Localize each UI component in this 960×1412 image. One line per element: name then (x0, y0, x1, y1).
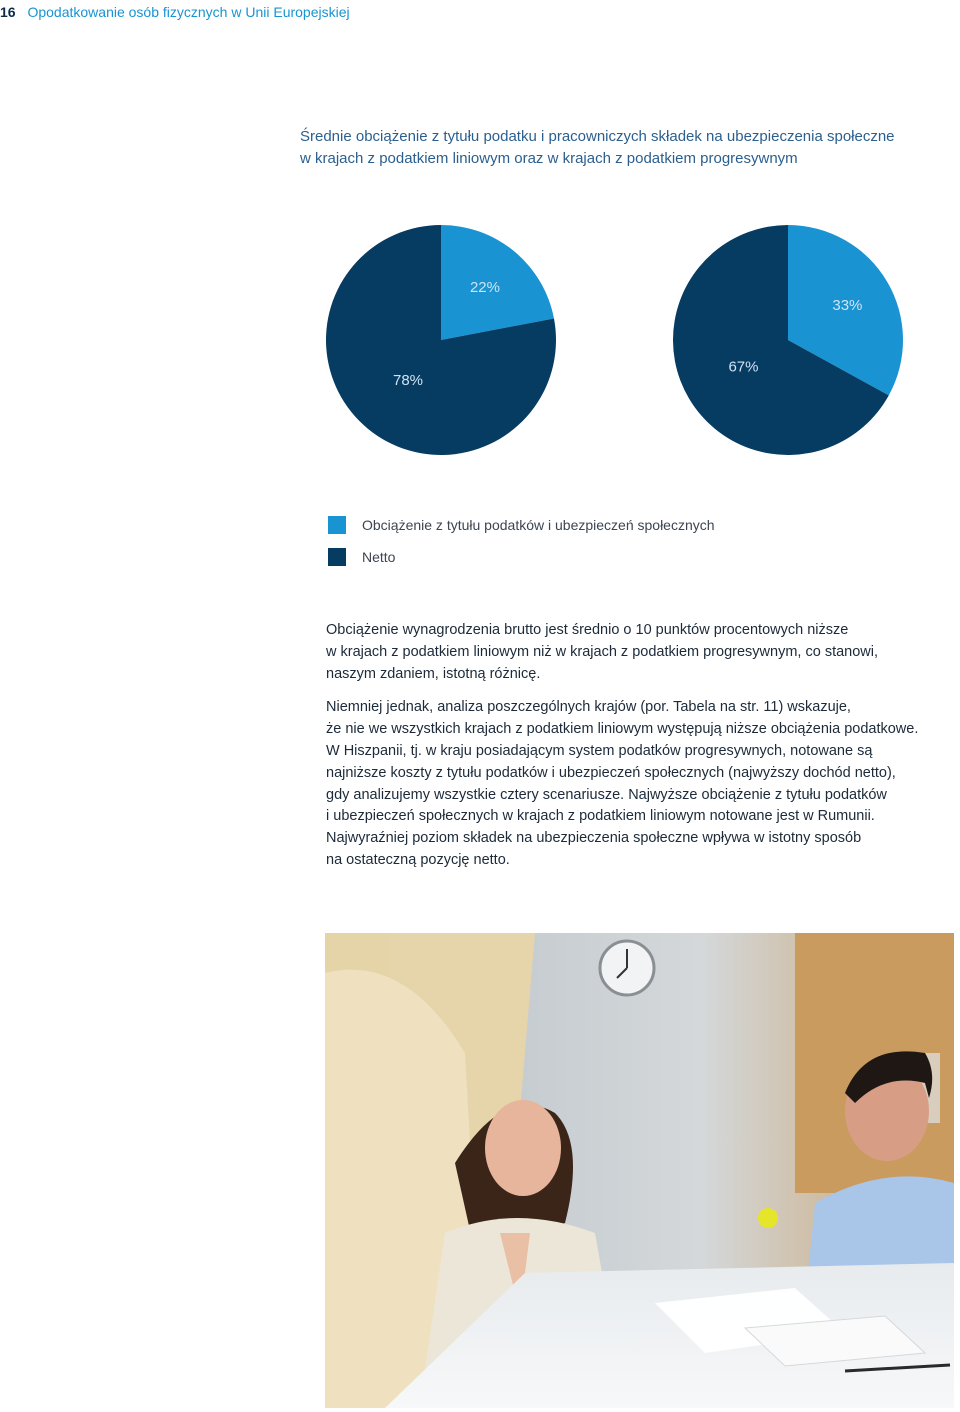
pie-label-burden: 33% (832, 296, 863, 314)
text-line: Niemniej jednak, analiza poszczególnych krajów (por. Tabela na str. 11) wskazuje, (326, 699, 851, 716)
pie-label-net: 78% (392, 371, 424, 389)
page-number: 16 (0, 4, 16, 20)
chart-title-line: Średnie obciążenie z tytułu podatku i pracowniczych składek na ubezpieczenia społeczne (300, 128, 895, 145)
pie-charts (0, 0, 960, 480)
legend-swatch-net (328, 548, 346, 566)
text-line: najniższe koszty z tytułu podatków i ubezpieczeń społecznych (najwyższy dochód netto), (326, 764, 896, 781)
legend-label-burden: Obciążenie z tytułu podatków i ubezpieczeń społecznych (362, 517, 715, 533)
legend-item-burden (328, 516, 715, 534)
tennis-ball (758, 1208, 778, 1228)
text-line: W Hiszpanii, tj. w kraju posiadającym system podatków progresywnych, notowane są (326, 742, 873, 759)
text-line: w krajach z podatkiem liniowym niż w krajach z podatkiem progresywnym, co stanowi, (326, 643, 879, 660)
text-line: i ubezpieczeń społecznych w krajach z podatkiem liniowym notowane jest w Rumunii. (326, 808, 875, 825)
pie-label-burden: 22% (469, 278, 500, 296)
legend-label-net: Netto (362, 549, 396, 565)
text-line: Najwyraźniej poziom składek na ubezpieczenia społeczne wpływa w istotny sposób (326, 830, 862, 847)
legend-item-net (328, 548, 395, 566)
text-line: że nie we wszystkich krajach z podatkiem liniowym występują niższe obciążenia podatkowe. (326, 721, 919, 738)
running-title: Opodatkowanie osób fizycznych w Unii Europejskiej (27, 4, 350, 20)
text-line: gdy analizujemy wszystkie cztery scenariusze. Najwyższe obciążenie z tytułu podatków (326, 786, 887, 803)
text-line: na ostateczną pozycję netto. (326, 851, 510, 868)
legend-swatch-burden (328, 516, 346, 534)
pie-label-net: 67% (728, 358, 759, 376)
pie-chart-1 (326, 225, 556, 455)
body-text (326, 620, 956, 884)
text-line: naszym zdaniem, istotną różnicę. (326, 665, 541, 682)
paragraph-1 (326, 620, 956, 685)
wall-clock-icon (600, 941, 654, 995)
text-line: Obciążenie wynagrodzenia brutto jest średnio o 10 punktów procentowych niższe (326, 622, 849, 638)
meeting-photo-illustration (325, 933, 954, 1408)
pie-chart-2 (673, 225, 903, 455)
meeting-photo (325, 933, 954, 1408)
chart-title-line: w krajach z podatkiem liniowym oraz w krajach z podatkiem progresywnym (300, 150, 798, 167)
paragraph-2 (326, 697, 956, 871)
